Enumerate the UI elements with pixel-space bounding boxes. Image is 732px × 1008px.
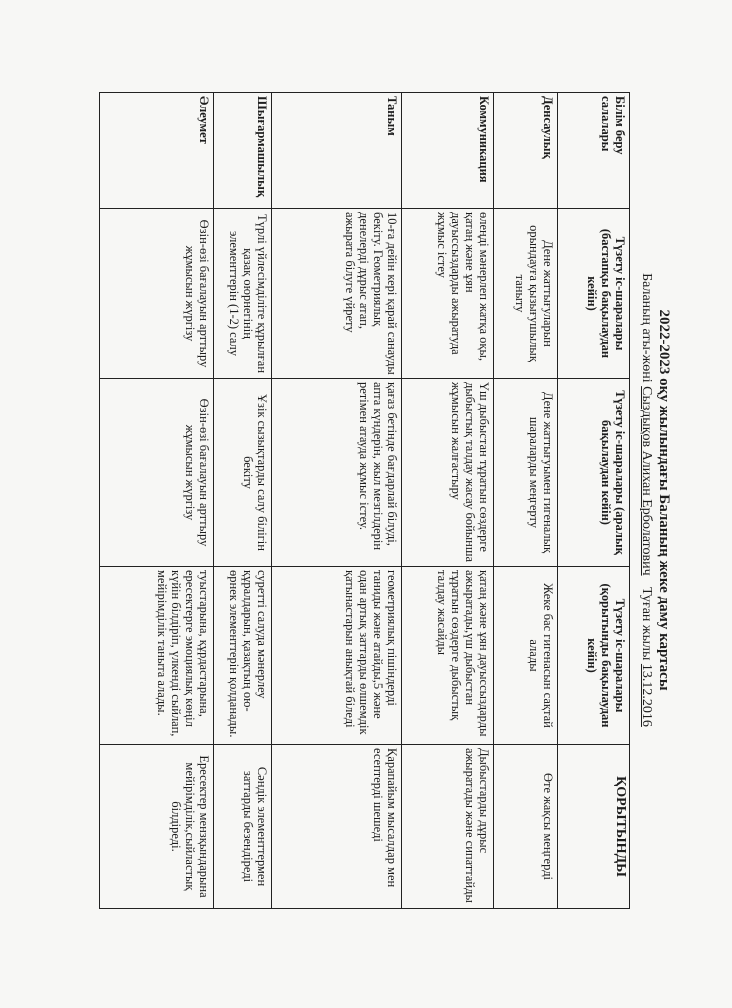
cell-mid: Ұзік сызықтарды салу білігін бекіту <box>214 379 272 567</box>
cell-mid: Дене жаттығуымен гигеналық шараларды меңгерту <box>494 379 558 567</box>
cell-area: Денсаулық <box>494 93 558 209</box>
cell-initial: Өзін-өзі бағалауын арттыру жұмысын жүргізу <box>100 209 214 379</box>
child-name: Сыздықов Алихан Ерболатович <box>639 386 654 576</box>
cell-area: Әлеумет <box>100 93 214 209</box>
cell-area: Коммуникация <box>402 93 494 209</box>
development-card-table <box>99 92 630 909</box>
cell-area: Таным <box>272 93 402 209</box>
cell-result: Қарапайым мысалдар мен есептерді шешеді <box>272 745 402 909</box>
cell-final: Жеке бас гигенасын сақтай алады <box>494 567 558 745</box>
header-mid-measures: Түзету іс-шаралары (аралық бақылаудан кейін) <box>558 379 630 567</box>
table-row <box>402 93 494 909</box>
document-title: 2022-2023 оқу жылындағы Баланың жеке даму картасы <box>656 309 672 691</box>
table-row <box>494 93 558 909</box>
header-initial-measures: Түзету іс-шаралары (бастапқы бақылаудан кейін) <box>558 209 630 379</box>
table-row <box>100 93 214 909</box>
birth-date-label: Туған жылы <box>639 587 654 661</box>
cell-mid: Өзін-өзі бағалауын арттыру жұмысын жүргізу <box>100 379 214 567</box>
birth-date: 13.12.2016 <box>639 663 654 727</box>
header-education-area: Білім беру салалары <box>558 93 630 209</box>
cell-result: Өте жақсы меңгерді <box>494 745 558 909</box>
cell-final: қатаң және ұян дауыссыздарды ажыратады,үш дыбыстан тұратын сөздерге дыбыстық талдау жасайды <box>402 567 494 745</box>
cell-initial: Түрлі үйлесімділіте құрылған қазақ оюрнегінің элементтерін (1-2) салу <box>214 209 272 379</box>
cell-final: туыстарына, құрдастарына, ересектерге эмоциялық көңіл күйін білдіріп, үлкенді сыйлап, мейірімділік танытa алады. <box>100 567 214 745</box>
child-name-label: Баланың аты-жөні <box>639 273 654 383</box>
cell-result: Ересектер мензқындарына мейірімділік,сыйластық білдіреді. <box>100 745 214 909</box>
cell-result: Дыбыстарды дұрыс ажыратады және сипаттайды <box>402 745 494 909</box>
table-header-row <box>558 93 630 909</box>
table-row <box>214 93 272 909</box>
cell-initial: өлеңді мәнерлеп жатқа оқы, қатаң және ұян дауыссыздарды ажыратуда жұмыс істеу <box>402 209 494 379</box>
cell-initial: Дене жаттығуларын орындауға қызығушылық таныту <box>494 209 558 379</box>
header-final-measures: Түзету іс-шаралары (қорытынды бақылаудан кейін) <box>558 567 630 745</box>
child-info-line <box>638 40 654 960</box>
table-row <box>272 93 402 909</box>
cell-area: Шығармашылық <box>214 93 272 209</box>
cell-initial: 10-ға дейін кері қарай санауды бекіту. Геометриялық денелерді дұрыс атап, ажырата білуге үйрету <box>272 209 402 379</box>
cell-final: суретті салуда мәнерлеу құралдарын, қазақтың ою-өрнек элементтерін қолданады. <box>214 567 272 745</box>
cell-mid: қағаз бетінде бағдарлай білуді, апта күндерін, жыл мезгілдерін ретімен атауда жұмыс істеу. <box>272 379 402 567</box>
cell-result: Сәндік элементтермен заттарды безендіреді <box>214 745 272 909</box>
header-conclusion: ҚОРЫТЫНДЫ <box>558 745 630 909</box>
cell-final: геометриялық пішіндерді таниды және атайды,5 және одан артық заттарды өлшемдік қатынастарын анықтай біледі <box>272 567 402 745</box>
cell-mid: Үш дыбыстан тұратын сөздерге дыбыстық талдау жасау бойынша жұмысын жалғастыру <box>402 379 494 567</box>
